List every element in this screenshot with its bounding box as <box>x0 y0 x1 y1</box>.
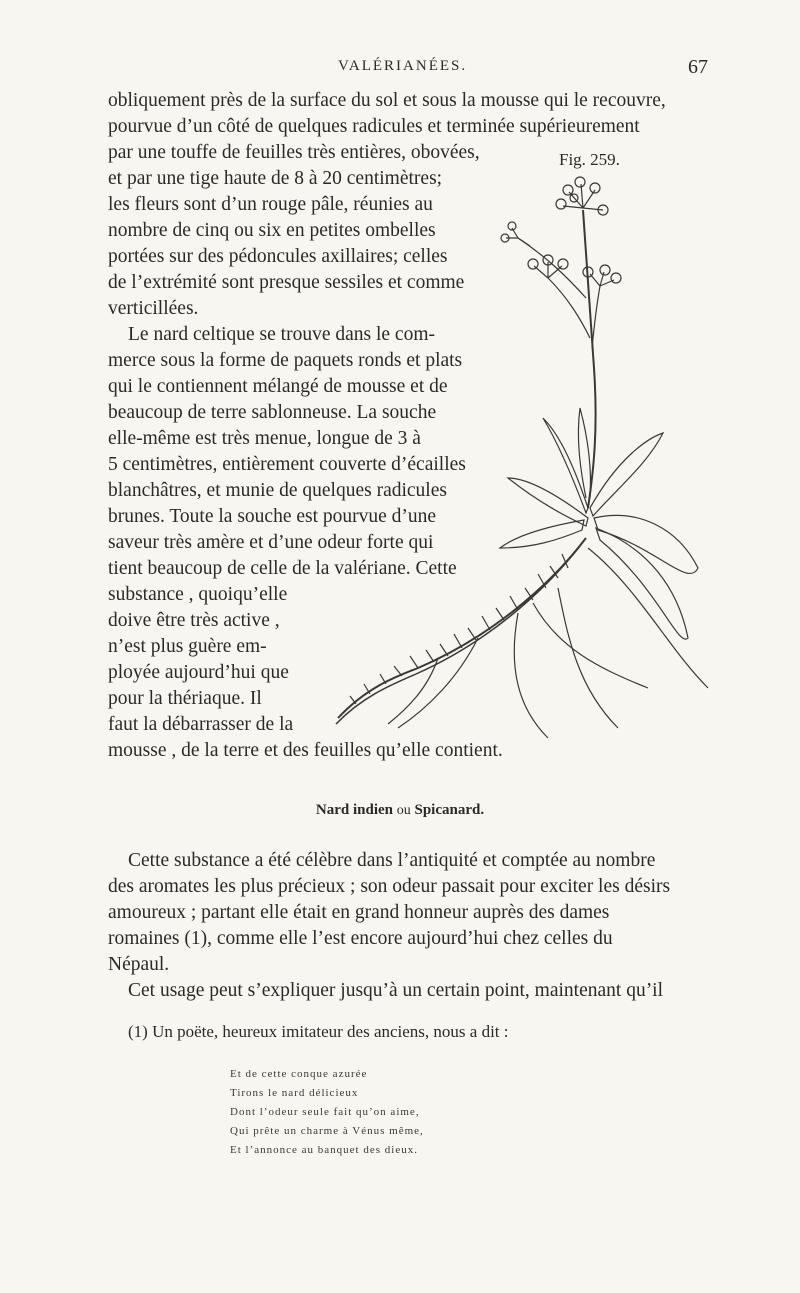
text-line: romaines (1), comme elle l’est encore aujourd’hui chez celles du <box>108 928 613 949</box>
poem-line: Tirons le nard délicieux <box>230 1087 359 1099</box>
text-line: faut la débarrasser de la <box>108 714 294 735</box>
text-line: doive être très active , <box>108 610 280 631</box>
text-line: mousse , de la terre et des feuilles qu’elle contient. <box>108 740 503 761</box>
text-line: nombre de cinq ou six en petites ombelles <box>108 220 436 241</box>
text-line: Cette substance a été célèbre dans l’antiquité et comptée au nombre <box>128 850 656 871</box>
section-title-secondary: Spicanard. <box>414 802 485 818</box>
text-line: amoureux ; partant elle était en grand honneur auprès des dames <box>108 902 610 923</box>
page-header <box>108 58 708 82</box>
text-line: substance , quoiqu’elle <box>108 584 288 605</box>
text-line: elle-même est très menue, longue de 3 à <box>108 428 421 449</box>
text-line: par une touffe de feuilles très entières, obovées, <box>108 142 480 163</box>
poem-line: Qui prête un charme à Vénus même, <box>230 1125 424 1137</box>
text-line: n’est plus guère em- <box>108 636 267 657</box>
section-title-connector: ou <box>396 803 411 818</box>
text-line: Cet usage peut s’expliquer jusqu’à un certain point, maintenant qu’il <box>128 980 664 1001</box>
text-line: les fleurs sont d’un rouge pâle, réunies au <box>108 194 433 215</box>
text-line: blanchâtres, et munie de quelques radicules <box>108 480 447 501</box>
text-line: qui le contiennent mélangé de mousse et de <box>108 376 448 397</box>
text-line: Le nard celtique se trouve dans le com- <box>128 324 436 345</box>
page-number: 67 <box>688 56 708 78</box>
section-title-main: Nard indien <box>315 802 393 818</box>
text-line: pourvue d’un côté de quelques radicules et terminée supérieurement <box>108 116 640 137</box>
text-line: merce sous la forme de paquets ronds et plats <box>108 350 463 371</box>
poem-line: Dont l’odeur seule fait qu’on aime, <box>230 1106 420 1118</box>
text-line: brunes. Toute la souche est pourvue d’une <box>108 506 437 527</box>
text-line: portées sur des pédoncules axillaires; celles <box>108 246 448 267</box>
text-line: de l’extrémité sont presque sessiles et comme <box>108 272 465 293</box>
footnote: (1) Un poëte, heureux imitateur des anciens, nous a dit : <box>128 1022 509 1041</box>
text-line: et par une tige haute de 8 à 20 centimètres; <box>108 168 443 189</box>
text-line: verticillées. <box>108 298 199 319</box>
text-line: tient beaucoup de celle de la valériane. Cette <box>108 558 457 579</box>
text-line: obliquement près de la surface du sol et sous la mousse qui le recouvre, <box>108 90 666 111</box>
poem-line: Et de cette conque azurée <box>230 1068 368 1080</box>
text-line: beaucoup de terre sablonneuse. La souche <box>108 402 437 423</box>
plant-illustration <box>318 168 718 748</box>
text-line: 5 centimètres, entièrement couverte d’écailles <box>108 454 466 475</box>
flower-cluster <box>501 177 621 286</box>
poem-line: Et l’annonce au banquet des dieux. <box>230 1144 418 1156</box>
text-line: ployée aujourd’hui que <box>108 662 289 683</box>
section-heading <box>0 802 800 819</box>
text-line: des aromates les plus précieux ; son odeur passait pour exciter les désirs <box>108 876 671 897</box>
figure-label: Fig. 259. <box>559 150 620 169</box>
text-line: pour la thériaque. Il <box>108 688 262 709</box>
text-line: Népaul. <box>108 954 170 975</box>
text-line: saveur très amère et d’une odeur forte qui <box>108 532 434 553</box>
running-title: VALÉRIANÉES. <box>338 58 468 74</box>
